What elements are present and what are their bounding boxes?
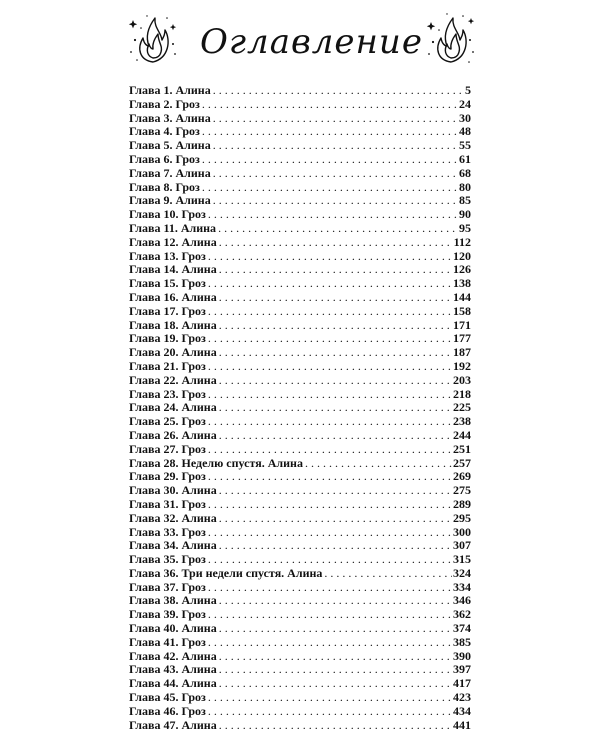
dot-leader: [208, 581, 452, 595]
dot-leader: [324, 567, 452, 581]
toc-entry[interactable]: [129, 305, 471, 319]
dot-leader: [202, 153, 458, 167]
toc-entry[interactable]: [129, 677, 471, 691]
dot-leader: [219, 236, 453, 250]
toc-entry-page: 397: [453, 662, 471, 677]
toc-entry[interactable]: [129, 650, 471, 664]
toc-entry[interactable]: [129, 332, 471, 346]
toc-entry-label: Глава 19. Гроз: [129, 331, 206, 346]
page-title: Оглавление: [200, 22, 423, 62]
toc-entry[interactable]: [129, 636, 471, 650]
toc-entry-page: 61: [459, 151, 471, 166]
toc-entry-page: 251: [453, 441, 471, 456]
toc-entry-page: 192: [453, 358, 471, 373]
toc-entry-page: 423: [453, 690, 471, 705]
toc-entry-page: 275: [453, 483, 471, 498]
toc-entry[interactable]: [129, 222, 471, 236]
toc-entry-label: Глава 25. Гроз: [129, 414, 206, 429]
toc-entry[interactable]: [129, 346, 471, 360]
flame-icon: [423, 10, 479, 68]
toc-entry[interactable]: [129, 112, 471, 126]
toc-entry-page: 80: [459, 179, 471, 194]
toc-entry-label: Глава 15. Гроз: [129, 276, 206, 291]
toc-entry[interactable]: [129, 153, 471, 167]
dot-leader: [219, 539, 452, 553]
toc-entry-page: 95: [459, 220, 471, 235]
dot-leader: [208, 415, 452, 429]
dot-leader: [219, 291, 452, 305]
toc-entry-label: Глава 11. Алина: [129, 220, 217, 235]
toc-entry-label: Глава 36. Три недели спустя. Алина: [129, 565, 323, 580]
toc-entry-page: 390: [453, 648, 471, 663]
dot-leader: [213, 167, 458, 181]
dot-leader: [219, 512, 452, 526]
toc-entry-label: Глава 8. Гроз: [129, 179, 200, 194]
toc-entry-page: 225: [453, 400, 471, 415]
toc-entry[interactable]: [129, 415, 471, 429]
toc-entry[interactable]: [129, 539, 471, 553]
toc-entry-label: Глава 29. Гроз: [129, 469, 206, 484]
dot-leader: [219, 622, 452, 636]
toc-entry[interactable]: [129, 498, 471, 512]
toc-entry-label: Глава 10. Гроз: [129, 207, 206, 222]
toc-entry-label: Глава 40. Алина: [129, 621, 217, 636]
toc-entry[interactable]: [129, 388, 471, 402]
toc-entry-page: 324: [453, 565, 471, 580]
toc-entry-label: Глава 38. Алина: [129, 593, 217, 608]
dot-leader: [208, 250, 452, 264]
toc-entry-page: 30: [459, 110, 471, 125]
toc-entry[interactable]: [129, 98, 471, 112]
toc-entry[interactable]: [129, 167, 471, 181]
toc-entry[interactable]: [129, 719, 471, 733]
toc-entry-label: Глава 37. Гроз: [129, 579, 206, 594]
toc-entry-page: 334: [453, 579, 471, 594]
dot-leader: [219, 374, 452, 388]
flame-icon: [125, 10, 181, 68]
toc-entry[interactable]: [129, 691, 471, 705]
dot-leader: [219, 650, 452, 664]
toc-entry-label: Глава 31. Гроз: [129, 496, 206, 511]
toc-entry-page: 269: [453, 469, 471, 484]
toc-entry-page: 244: [453, 427, 471, 442]
toc-entry[interactable]: [129, 457, 471, 471]
toc-entry-page: 362: [453, 607, 471, 622]
toc-entry[interactable]: [129, 194, 471, 208]
toc-entry-label: Глава 35. Гроз: [129, 552, 206, 567]
page-header: [0, 8, 600, 74]
dot-leader: [219, 594, 452, 608]
toc-entry[interactable]: [129, 512, 471, 526]
toc-entry-page: 158: [453, 303, 471, 318]
toc-entry-label: Глава 13. Гроз: [129, 248, 206, 263]
toc-entry-page: 434: [453, 703, 471, 718]
dot-leader: [202, 125, 458, 139]
toc-entry-label: Глава 18. Алина: [129, 317, 217, 332]
dot-leader: [208, 208, 458, 222]
toc-entry-label: Глава 30. Алина: [129, 483, 217, 498]
toc-entry[interactable]: [129, 608, 471, 622]
toc-entry-page: 24: [459, 96, 471, 111]
toc-entry-label: Глава 2. Гроз: [129, 96, 200, 111]
dot-leader: [219, 663, 452, 677]
dot-leader: [208, 470, 452, 484]
toc-entry[interactable]: [129, 125, 471, 139]
dot-leader: [213, 139, 458, 153]
dot-leader: [219, 401, 452, 415]
toc-entry-label: Глава 16. Алина: [129, 289, 217, 304]
toc-entry[interactable]: [129, 429, 471, 443]
toc-entry-label: Глава 46. Гроз: [129, 703, 206, 718]
toc-entry-label: Глава 17. Гроз: [129, 303, 206, 318]
toc-entry[interactable]: [129, 319, 471, 333]
toc-entry-page: 120: [453, 248, 471, 263]
toc-entry-page: 238: [453, 414, 471, 429]
toc-entry[interactable]: [129, 594, 471, 608]
dot-leader: [219, 484, 452, 498]
toc-entry[interactable]: [129, 470, 471, 484]
toc-entry[interactable]: [129, 484, 471, 498]
toc-entry-page: 218: [453, 386, 471, 401]
toc-entry[interactable]: [129, 291, 471, 305]
toc-entry-page: 295: [453, 510, 471, 525]
toc-entry-label: Глава 41. Гроз: [129, 634, 206, 649]
dot-leader: [208, 636, 452, 650]
dot-leader: [208, 691, 452, 705]
table-of-contents: [129, 84, 471, 732]
toc-entry-page: 5: [465, 83, 471, 97]
toc-entry-label: Глава 7. Алина: [129, 165, 211, 180]
toc-entry-page: 257: [453, 455, 471, 470]
toc-entry-label: Глава 5. Алина: [129, 138, 211, 153]
dot-leader: [202, 181, 458, 195]
toc-entry-label: Глава 34. Алина: [129, 538, 217, 553]
toc-entry-label: Глава 1. Алина: [129, 83, 211, 97]
toc-entry[interactable]: [129, 443, 471, 457]
toc-entry[interactable]: [129, 663, 471, 677]
toc-entry-page: 315: [453, 552, 471, 567]
toc-entry[interactable]: [129, 208, 471, 222]
dot-leader: [305, 457, 452, 471]
toc-entry-page: 68: [459, 165, 471, 180]
dot-leader: [219, 346, 452, 360]
toc-entry[interactable]: [129, 553, 471, 567]
dot-leader: [208, 305, 452, 319]
toc-entry-label: Глава 28. Неделю спустя. Алина: [129, 455, 303, 470]
toc-entry-label: Глава 23. Гроз: [129, 386, 206, 401]
dot-leader: [213, 112, 458, 126]
toc-entry-label: Глава 45. Гроз: [129, 690, 206, 705]
toc-entry[interactable]: [129, 374, 471, 388]
toc-entry-label: Глава 14. Алина: [129, 262, 217, 277]
toc-entry-page: 417: [453, 676, 471, 691]
toc-entry-page: 144: [453, 289, 471, 304]
dot-leader: [208, 360, 452, 374]
toc-entry[interactable]: [129, 139, 471, 153]
dot-leader: [218, 222, 458, 236]
dot-leader: [219, 263, 452, 277]
toc-entry-page: 300: [453, 524, 471, 539]
toc-entry-page: 138: [453, 276, 471, 291]
toc-entry-page: 187: [453, 345, 471, 360]
toc-entry-page: 90: [459, 207, 471, 222]
dot-leader: [219, 429, 452, 443]
dot-leader: [208, 277, 452, 291]
dot-leader: [208, 705, 452, 719]
toc-entry[interactable]: [129, 360, 471, 374]
toc-entry-label: Глава 26. Алина: [129, 427, 217, 442]
toc-entry-page: 55: [459, 138, 471, 153]
dot-leader: [213, 194, 458, 208]
toc-entry-label: Глава 3. Алина: [129, 110, 211, 125]
dot-leader: [208, 388, 452, 402]
dot-leader: [202, 98, 458, 112]
dot-leader: [213, 84, 464, 98]
toc-entry-label: Глава 44. Алина: [129, 676, 217, 691]
toc-entry-page: 126: [453, 262, 471, 277]
toc-entry-page: 441: [453, 717, 471, 732]
toc-entry-page: 307: [453, 538, 471, 553]
toc-entry-label: Глава 43. Алина: [129, 662, 217, 677]
toc-entry[interactable]: [129, 622, 471, 636]
toc-entry-page: 374: [453, 621, 471, 636]
toc-entry-label: Глава 22. Алина: [129, 372, 217, 387]
toc-entry-label: Глава 33. Гроз: [129, 524, 206, 539]
dot-leader: [208, 443, 452, 457]
toc-entry[interactable]: [129, 401, 471, 415]
toc-entry[interactable]: [129, 84, 471, 98]
toc-entry-label: Глава 9. Алина: [129, 193, 211, 208]
dot-leader: [208, 526, 452, 540]
toc-entry-label: Глава 47. Алина: [129, 717, 217, 732]
dot-leader: [219, 719, 452, 733]
dot-leader: [219, 677, 452, 691]
toc-entry-label: Глава 21. Гроз: [129, 358, 206, 373]
toc-entry-page: 385: [453, 634, 471, 649]
toc-entry-label: Глава 6. Гроз: [129, 151, 200, 166]
dot-leader: [208, 498, 452, 512]
toc-entry-label: Глава 39. Гроз: [129, 607, 206, 622]
toc-entry-label: Глава 20. Алина: [129, 345, 217, 360]
dot-leader: [208, 553, 452, 567]
toc-entry-label: Глава 4. Гроз: [129, 124, 200, 139]
toc-entry-page: 177: [453, 331, 471, 346]
toc-entry[interactable]: [129, 567, 471, 581]
toc-entry-page: 289: [453, 496, 471, 511]
toc-entry-label: Глава 42. Алина: [129, 648, 217, 663]
toc-entry[interactable]: [129, 250, 471, 264]
toc-entry-page: 203: [453, 372, 471, 387]
toc-entry[interactable]: [129, 581, 471, 595]
dot-leader: [219, 319, 452, 333]
toc-entry-page: 48: [459, 124, 471, 139]
toc-entry[interactable]: [129, 277, 471, 291]
toc-entry-page: 85: [459, 193, 471, 208]
toc-entry[interactable]: [129, 236, 471, 250]
dot-leader: [208, 332, 452, 346]
toc-entry-page: 346: [453, 593, 471, 608]
toc-entry-page: 171: [453, 317, 471, 332]
toc-entry-label: Глава 24. Алина: [129, 400, 217, 415]
toc-entry-page: 112: [453, 234, 471, 249]
toc-entry-label: Глава 32. Алина: [129, 510, 217, 525]
toc-entry[interactable]: [129, 181, 471, 195]
toc-entry[interactable]: [129, 263, 471, 277]
toc-entry[interactable]: [129, 526, 471, 540]
toc-entry-label: Глава 12. Алина: [129, 234, 217, 249]
toc-entry[interactable]: [129, 705, 471, 719]
dot-leader: [208, 608, 452, 622]
toc-entry-label: Глава 27. Гроз: [129, 441, 206, 456]
